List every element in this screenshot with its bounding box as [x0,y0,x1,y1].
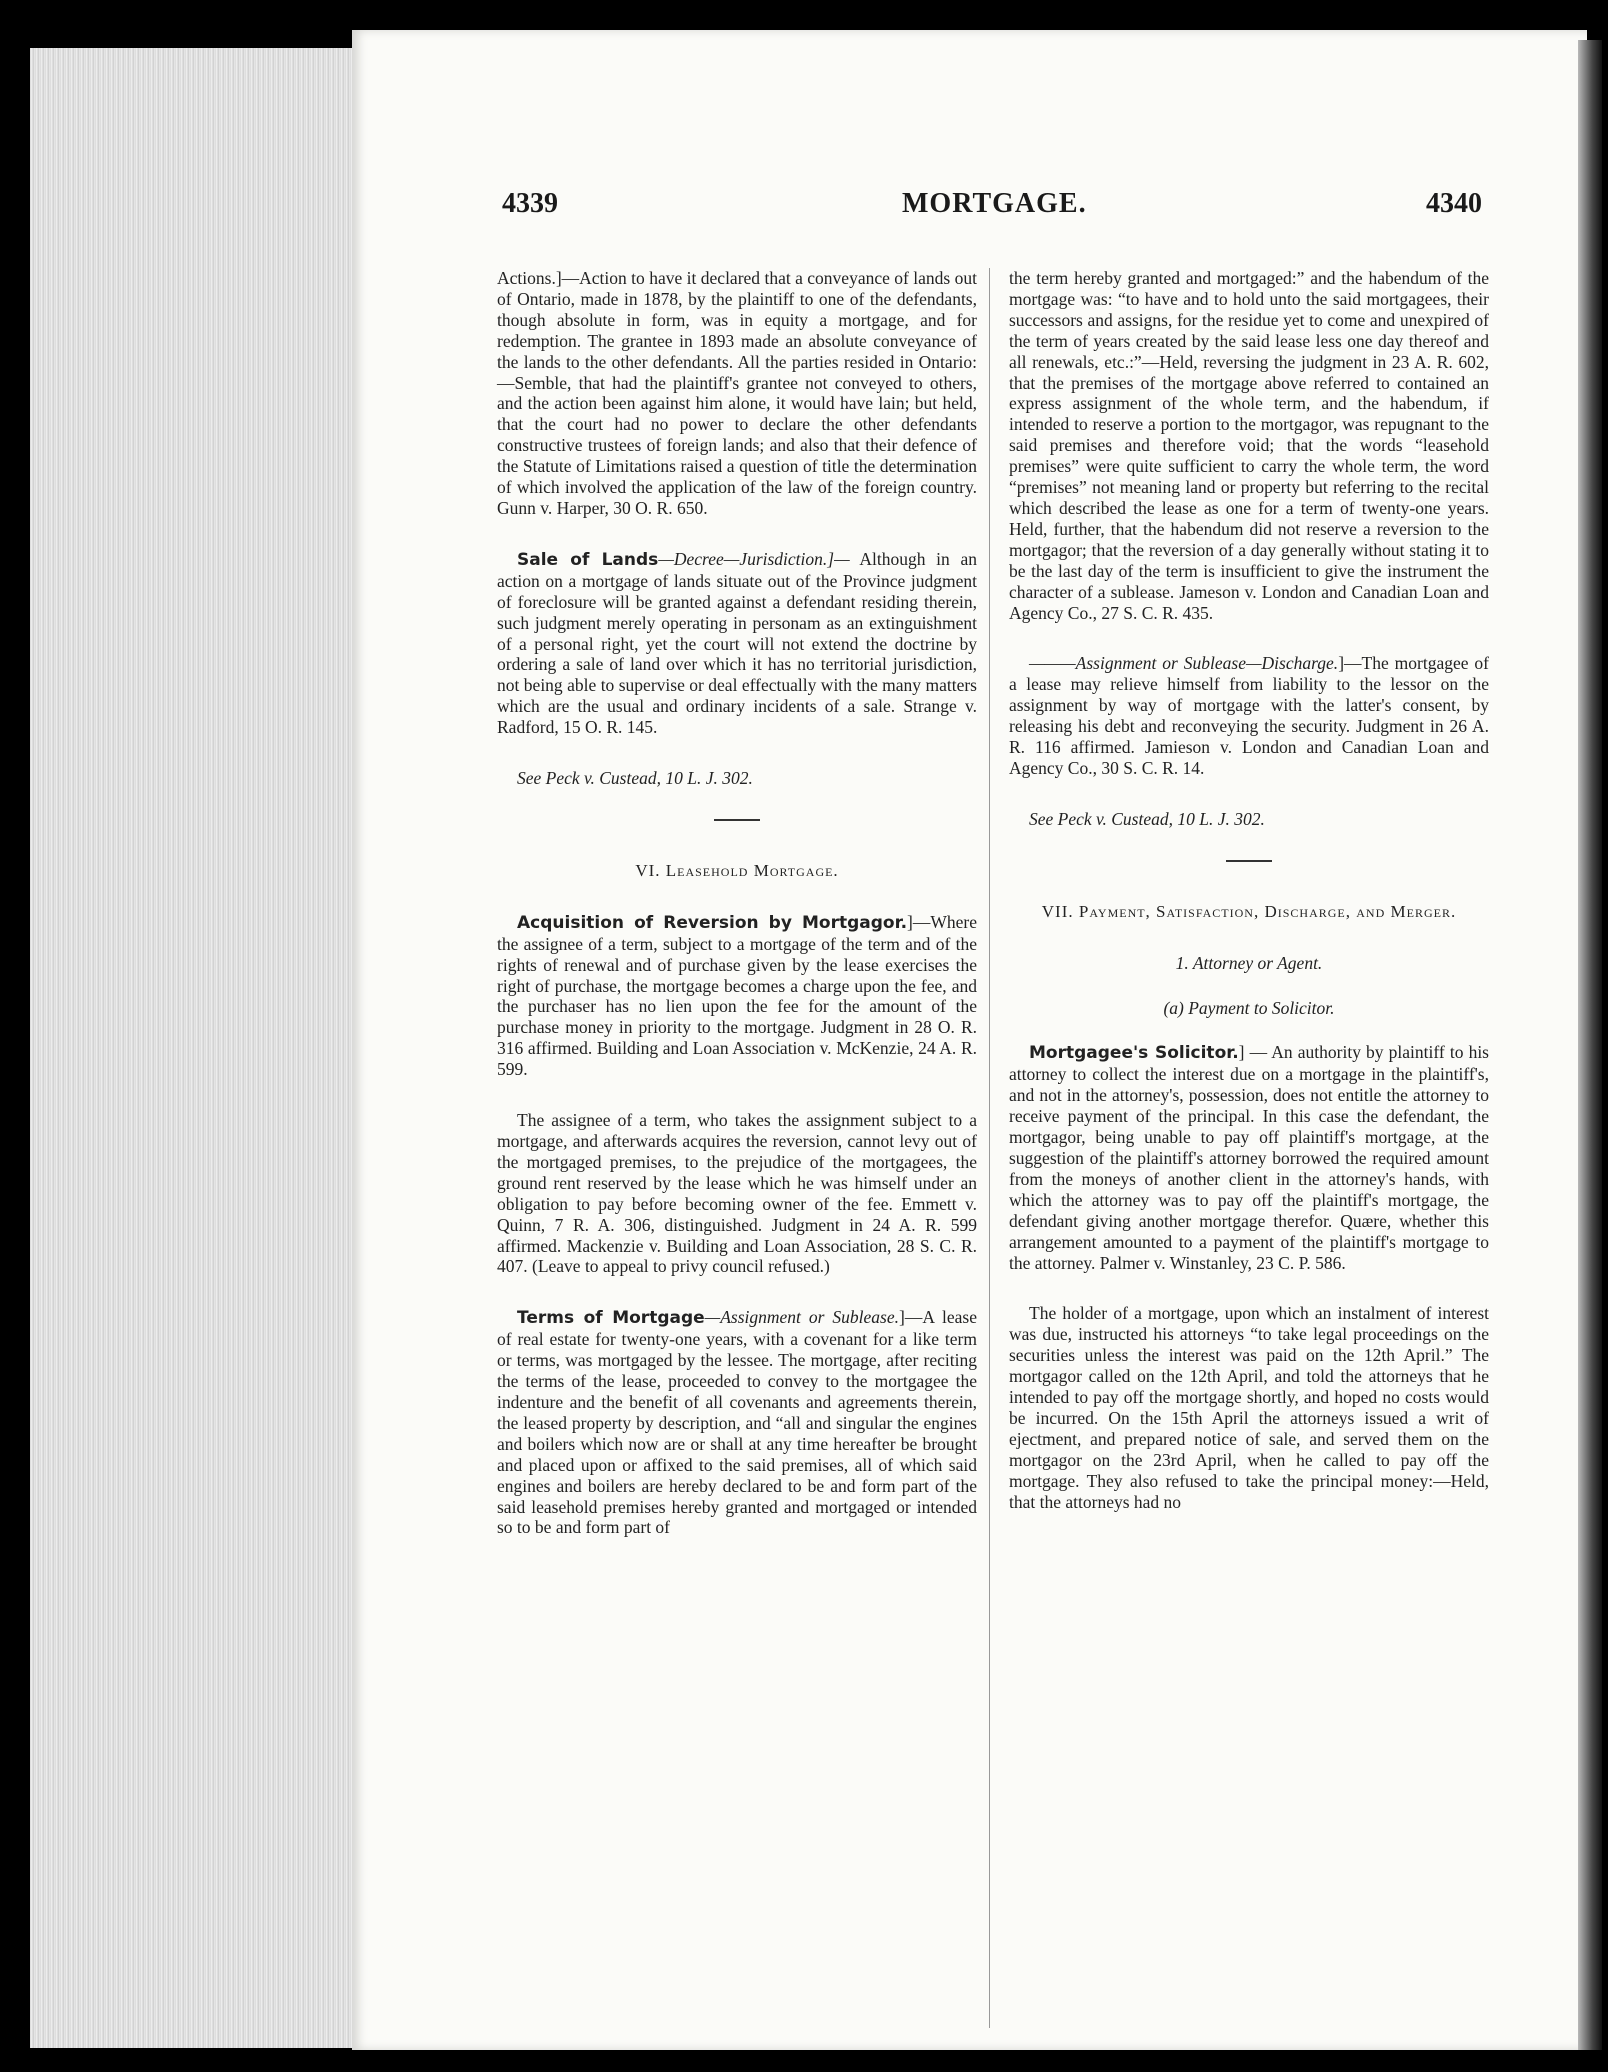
heading: Mortgagee's Solicitor. [1029,1043,1239,1064]
paragraph-body: Although in an action on a mortgage of lands situate out of the Province judgment of foreclosure will be granted against a defendant residing therein, such judgment merely operating in personam as an extinguishment of a personal right, yet the court will not extend the doctrine by ordering a sale of land over which it has no territorial jurisdiction, not being able to supervise or deal effectually with the many matters which are the usual and ordinary incidents of a sale. Strange v. Radford, 15 O. R. 145. [497,548,978,738]
paragraph-acquisition [497,912,977,1080]
right-column [1009,268,1489,1543]
cross-reference-text: See Peck v. Custead, 10 L. J. 302. [1029,808,1265,829]
paragraph: The holder of a mortgage, upon which an instalment of interest was due, instructed his attorneys “to take legal proceedings on the securities unless the interest was paid on the 12th April.” The mortgagor called on the 12th April, and told the attorneys that he intended to pay off the mortgage shortly, and hoped no costs would be incurred. On the 15th April the attorneys issued a writ of ejectment, and prepared notice of sale, and served them on the mortgagor on the 23rd April, when he called to pay off the mortgage. They also refused to take the principal money:—Held, that the attorneys had no [1009,1303,1489,1512]
running-head: MORTGAGE. [902,188,1087,219]
section-title: VII. Payment, Satisfaction, Discharge, and Merger. [1041,901,1457,921]
paragraph: the term hereby granted and mortgaged:” and the habendum of the mortgage was: “to have and to hold unto the said mortgagees, their successors and assigns, for the residue yet to come and unexpired of the term of years created by the said lease less one day thereof and all renewals, etc.:”—Held, reversing the judgment in 23 A. R. 602, that the premises of the mortgage above referred to contained an express assignment of the whole term, and the habendum, if intended to reserve a portion to the mortgagor, was repugnant to the said premises and therefore void; that the words “leasehold premises” were quite sufficient to carry the whole term, the word “premises” not meaning land or property but referring to the recital which described the lease as one for a term of twenty-one years. Held, further, that the habendum did not reserve a reversion to the mortgagor; that the reversion of a day generally without stating it to be the last day of the term is insufficient to give the instrument the character of a sublease. Jameson v. London and Canadian Loan and Agency Co., 27 S. C. R. 435. [1009,268,1489,623]
paragraph-sale-of-lands [497,549,977,738]
paragraph-solicitor [1009,1042,1489,1273]
paragraph-body: ]—A lease of real estate for twenty-one years, with a covenant for a like term or terms, was mortgaged by the lessee. The mortgage, after reciting the terms of the lease, proceeded to convey to the mortgagee the indenture and the benefit of all covenants and agreements therein, the leased property by description, and “all and singular the engines and boilers which now are or shall at any time hereafter be brought and placed upon or affixed to the said premises, all of which said engines and boilers are hereby declared to be and form part of the said leasehold premises hereby granted and mortgaged or intended so to be and form part of [497,1307,977,1538]
paragraph: The assignee of a term, who takes the assignment subject to a mortgage, and afterwards acquires the reversion, cannot levy out of the mortgaged premises, to the prejudice of the mortgagees, the ground rent reserved by the lease which he was himself under an obligation to pay before becoming owner of the fee. Emmett v. Quinn, 7 R. A. 306, distinguished. Judgment in 24 A. R. 599 affirmed. Mackenzie v. Building and Loan Association, 28 S. C. R. 407. (Leave to appeal to privy council refused.) [497,1110,977,1277]
page-number-right: 4340 [1426,188,1482,219]
subheading: —Assignment or Sublease. [704,1307,900,1328]
divider-rule [1226,860,1272,862]
heading: Terms of Mortgage [517,1308,705,1329]
page-header [502,188,1502,228]
subsection-title: (a) Payment to Solicitor. [1163,997,1335,1018]
subheading: —Decree—Jurisdiction.]— [658,548,850,569]
heading: Acquisition of Reversion by Mortgagor. [517,912,908,933]
paragraph-terms [497,1307,977,1538]
book-page [352,30,1587,2050]
cross-reference [497,768,977,789]
paragraph-body: ] — An authority by plaintiff to his attorney to collect the interest due on a mortgage in the plaintiff's, and not in the attorney's, possession, does not entitle the attorney to receive payment of the principal. In this case the defendant, the mortgagor, being unable to pay off plaintiff's mortgage, at the suggestion of the plaintiff's attorney borrowed the required amount from the moneys of another client in the attorney's hands, with which the attorney was to pay off the plaintiff's mortgage, the defendant giving another mortgage therefor. Quære, whether this arrangement amounted to a payment of the plaintiff's mortgage to the attorney. Palmer v. Winstanley, 23 C. P. 586. [1009,1042,1489,1273]
paragraph-body: ]—The mortgagee of a lease may relieve himself from liability to the lessor on the assignment by way of mortgage with the latter's consent, by releasing his debt and reconveying the security. Judgment in 26 A. R. 116 affirmed. Jamieson v. London and Canadian Loan and Agency Co., 30 S. C. R. 14. [1009,653,1489,778]
cross-reference [1009,809,1489,830]
heading: Sale of Lands [517,549,659,570]
column-divider [989,268,990,2028]
paragraph-body: ]—Where the assignee of a term, subject to a mortgage of the term and of the rights of renewal and of purchase given by the lease exercises the right of purchase, the mortgage becomes a charge upon the fee, and the purchaser has no lien upon the fee for the amount of the purchase money in priority to the mortgage. Judgment in 28 O. R. 316 affirmed. Building and Loan Association v. McKenzie, 24 A. R. 599. [497,911,977,1080]
section-title: VI. Leasehold Mortgage. [635,860,839,880]
left-column [497,268,977,1568]
book-page-edges [30,48,370,2048]
page-number-left: 4339 [502,188,558,219]
divider-rule [714,819,760,821]
paragraph: Actions.]—Action to have it declared that a conveyance of lands out of Ontario, made in 1878, by the plaintiff to one of the defendants, though absolute in form, was in equity a mortgage, and for redemption. The grantee in 1893 made an absolute conveyance of the lands to the other defendants. All the parties resided in Ontario:—Semble, that had the plaintiff's grantee not conveyed to others, and the action been against him alone, it would have lain; but held, that the court had no power to declare the other defendants constructive trustees of foreign lands; and also that their defence of the Statute of Limitations raised a question of title the determination of which involved the application of the law of the foreign country. Gunn v. Harper, 30 O. R. 650. [497,268,977,518]
page-right-edge [1578,40,1602,2050]
subsection-title: 1. Attorney or Agent. [1175,952,1323,973]
paragraph-assignment [1009,653,1489,778]
cross-reference-text: See Peck v. Custead, 10 L. J. 302. [517,768,753,789]
subheading: ———Assignment or Sublease—Discharge. [1029,653,1339,674]
